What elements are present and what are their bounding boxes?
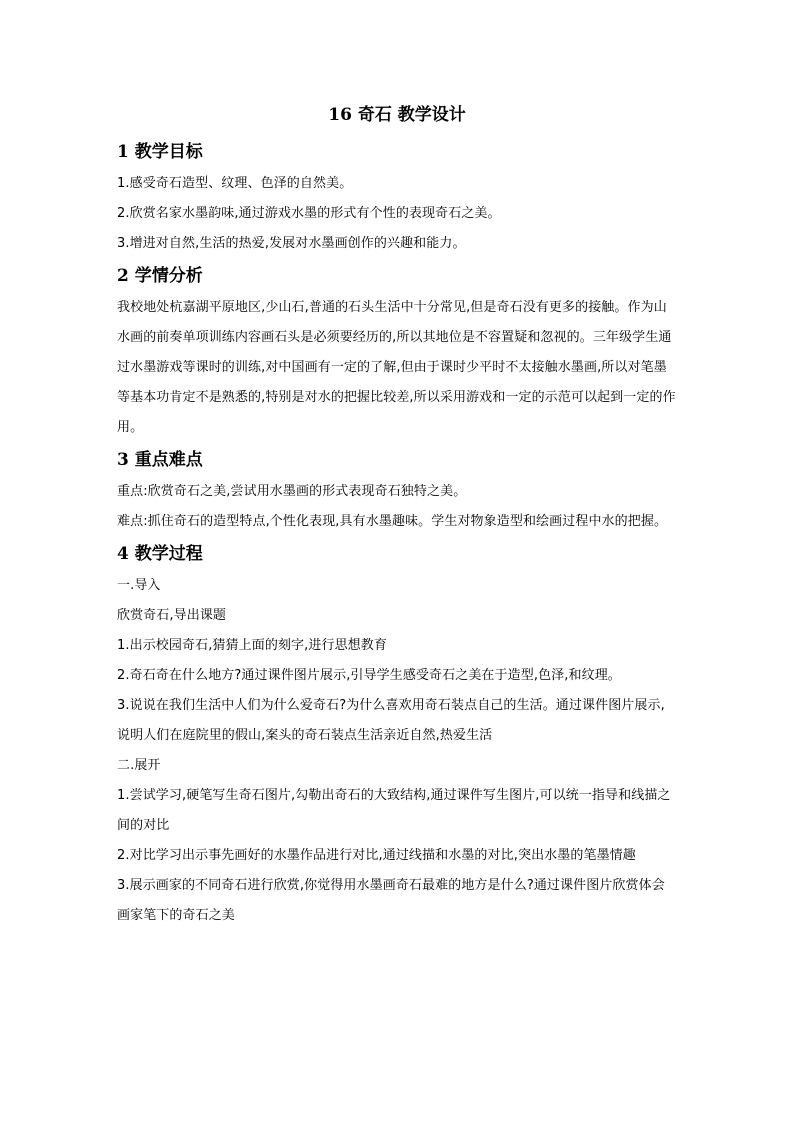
process-subheading: 二.展开 [117, 758, 161, 773]
document-page [117, 104, 677, 931]
process-item: 1.出示校园奇石,猜猜上面的刻字,进行思想教育 [117, 638, 387, 653]
process-item: 2.对比学习出示事先画好的水墨作品进行对比,通过线描和水墨的对比,突出水墨的笔墨情趣 [117, 848, 636, 863]
section-teaching-goals [117, 141, 677, 259]
section-heading: 4 教学过程 [117, 544, 203, 564]
section-heading: 3 重点难点 [117, 450, 203, 470]
process-item: 3.说说在我们生活中人们为什么爱奇石?为什么喜欢用奇石装点自己的生活。通过课件图片展示,说明人们在庭院里的假山,案头的奇石装点生活亲近自然,热爱生活 [117, 698, 665, 743]
section-heading: 2 学情分析 [117, 266, 203, 286]
section-key-points [117, 449, 677, 537]
section-teaching-process [117, 543, 677, 931]
document-title: 16 奇石 教学设计 [328, 105, 466, 125]
section-student-analysis [117, 265, 677, 443]
key-point: 重点:欣赏奇石之美,尝试用水墨画的形式表现奇石独特之美。 [117, 484, 467, 499]
process-item: 欣赏奇石,导出课题 [117, 608, 227, 623]
analysis-paragraph: 我校地处杭嘉湖平原地区,少山石,普通的石头生活中十分常见,但是奇石没有更多的接触。作为山水画的前奏单项训练内容画石头是必须要经历的,所以其地位是不容置疑和忽视的。三年级学生通过水墨游戏等课时的训练,对中国画有一定的了解,但由于课时少平时不太接触水墨画,所以对笔墨等基本功肯定不是熟悉的,特别是对水的把握比较差,所以采用游戏和一定的示范可以起到一定的作用。 [117, 300, 676, 435]
section-heading: 1 教学目标 [117, 142, 203, 162]
goal-item: 1.感受奇石造型、纹理、色泽的自然美。 [117, 176, 353, 191]
difficult-point: 难点:抓住奇石的造型特点,个性化表现,具有水墨趣味。学生对物象造型和绘画过程中水的把握。 [117, 514, 668, 529]
process-item: 3.展示画家的不同奇石进行欣赏,你觉得用水墨画奇石最难的地方是什么?通过课件图片欣赏体会画家笔下的奇石之美 [117, 878, 665, 923]
process-item: 2.奇石奇在什么地方?通过课件图片展示,引导学生感受奇石之美在于造型,色泽,和纹理。 [117, 668, 621, 683]
goal-item: 3.增进对自然,生活的热爱,发展对水墨画创作的兴趣和能力。 [117, 236, 466, 251]
goal-item: 2.欣赏名家水墨韵味,通过游戏水墨的形式有个性的表现奇石之美。 [117, 206, 501, 221]
process-subheading: 一.导入 [117, 578, 161, 593]
process-item: 1.尝试学习,硬笔写生奇石图片,勾勒出奇石的大致结构,通过课件写生图片,可以统一指导和线描之间的对比 [117, 788, 671, 833]
